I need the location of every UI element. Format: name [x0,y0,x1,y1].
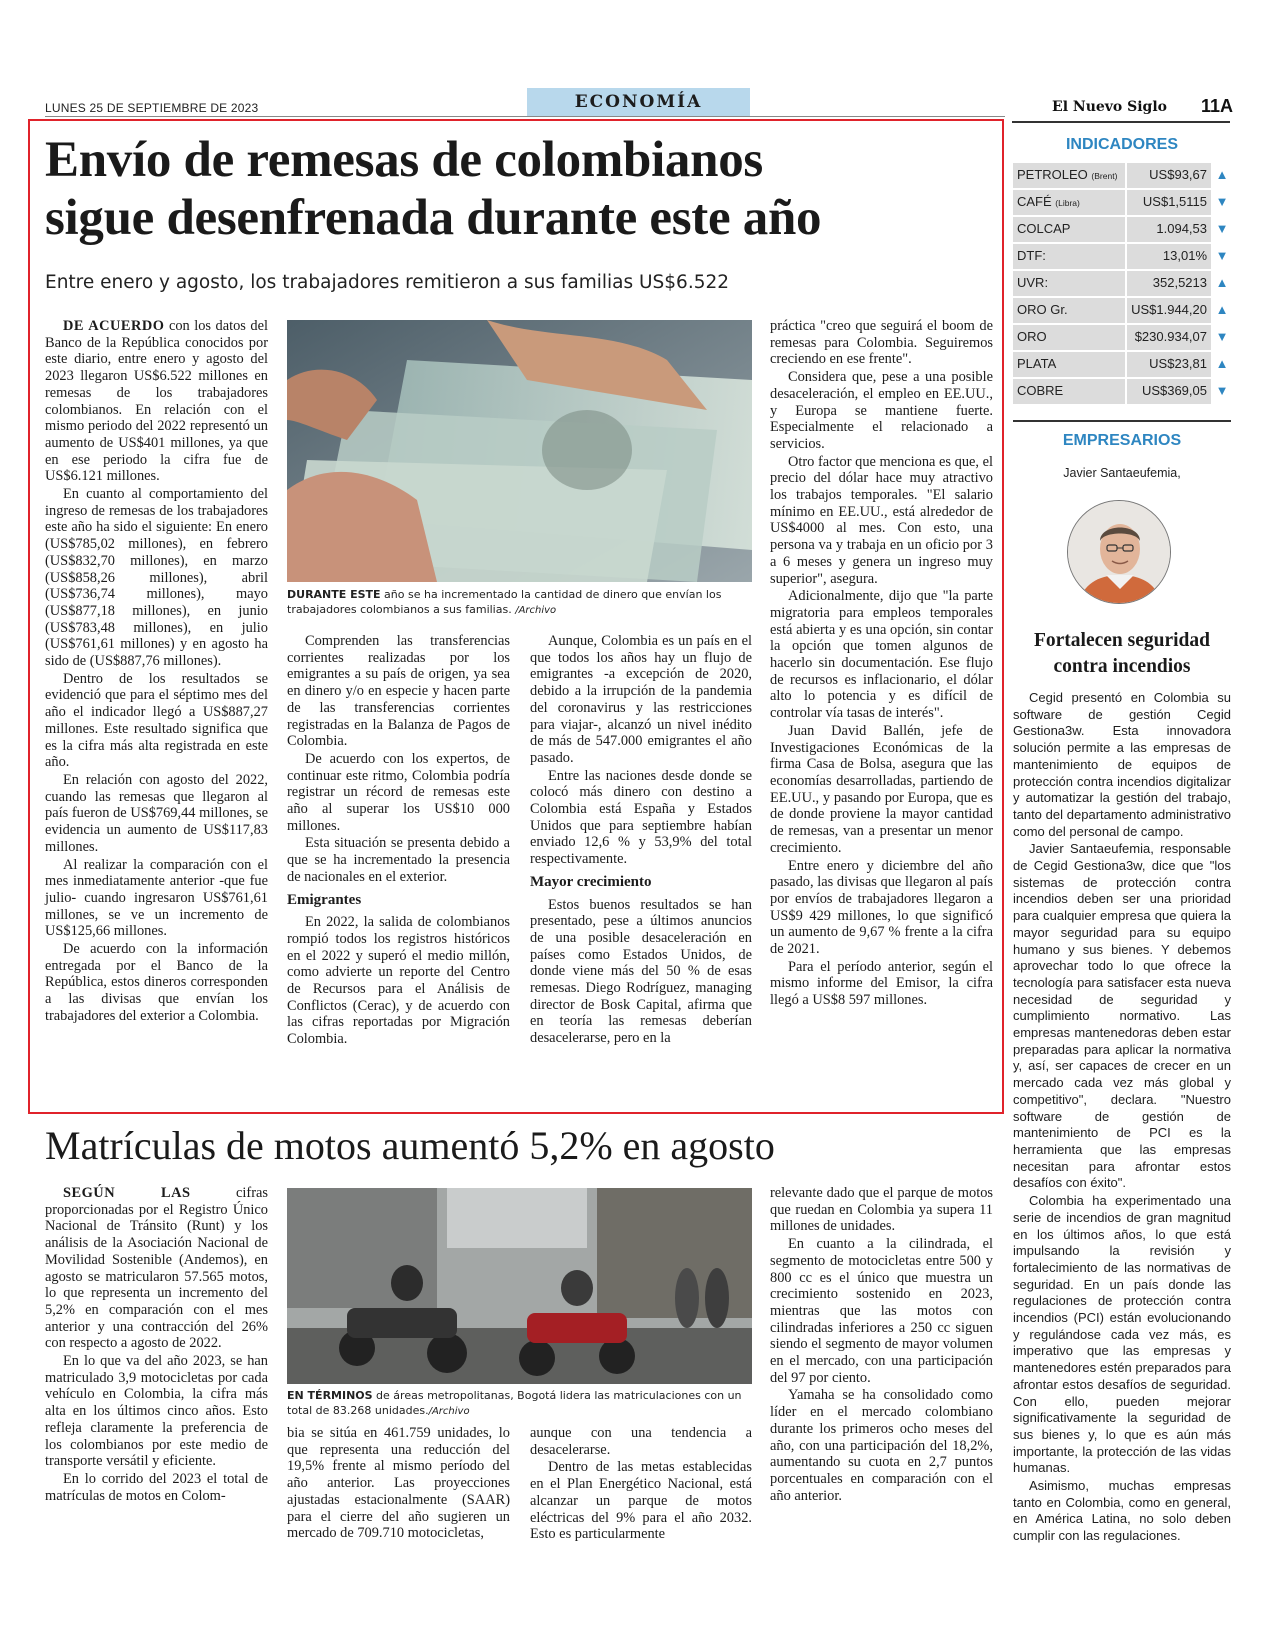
sidebar-rule [1013,420,1231,422]
sidebar-headline: Fortalecen seguridad contra incendios [1033,630,1210,677]
indicator-value: 1.094,53 [1127,217,1211,242]
kicker: DE ACUERDO [63,318,165,334]
indicator-row [1013,325,1231,350]
lead-paragraph: DE ACUERDO con los datos del Banco de la República conocidos por este diario, entre enero y agosto del 2023 llegaron US$6.522 millones en remesas de los trabajadores colombianos. En relación con el mismo periodo del 2022 representó un aumento de US$401 millones, ya que en ese periodo la cifra fue de US$6.121 millones. [45,318,268,485]
header-rule [45,116,1005,117]
indicator-row [1013,244,1231,269]
article-column-3 [530,633,752,1048]
subheading: Mayor crecimiento [530,873,652,890]
lead-paragraph: SEGÚN LAS cifras proporcionadas por el Registro Único Nacional de Tránsito (Runt) y los análisis de la Asociación Nacional de Movilidad Sostenible (Andemos), en agosto se matricularon 57.565 motos, lo que representa un incremento del 5,2% en comparación con el mes anterior y una contracción del 26% con respecto a agosto de 2022. [45,1185,268,1352]
article-column-4 [770,318,993,1010]
indicator-row [1013,217,1231,242]
paragraph: De acuerdo con los expertos, de continuar este ritmo, Colombia podría registrar un récord de remesas este año al superar los US$10 000 millones. [287,750,510,834]
indicator-value: 352,5213 [1127,271,1211,296]
indicator-value: 13,01% [1127,244,1211,269]
sidebar-rule [1012,121,1230,123]
indicator-name: CAFÉ (Libra) [1013,190,1125,215]
indicator-value: US$369,05 [1127,379,1211,404]
arrow-up-icon: ▲ [1215,356,1229,371]
indicators-table [1013,163,1231,406]
indicator-value: US$93,67 [1127,163,1211,188]
article-column-1 [45,318,268,1026]
article-headline [45,131,985,247]
paragraph: aunque con una tendencia a desacelerarse. [530,1425,752,1458]
page-number: 11A [1200,96,1233,116]
paragraph: En lo que va del año 2023, se han matriculado 3,9 motocicletas por cada vehículo en Colombia, la cifra más alta en los últimos cinco años. Esto refleja claramente la preferencia de los colombianos por este medio de transporte versátil y eficiente. [45,1353,268,1470]
paragraph: En relación con agosto del 2022, cuando las remesas que llegaron al país fueron de US$769,44 millones, se evidencia un aumento de US$117,83 millones. [45,771,268,855]
indicator-value: US$23,81 [1127,352,1211,377]
paragraph: Cegid presentó en Colombia su software de gestión Cegid Gestiona3w. Esta innovadora solución permite a las empresas de mantenimiento de equipos de protección contra incendios digitalizar y automatizar la gestión del trabajo, tanto del departamento administrativo como del personal de campo. [1013,690,1231,839]
subheading: Emigrantes [287,891,362,908]
indicator-row [1013,163,1231,188]
paragraph: práctica "creo que seguirá el boom de remesas para Colombia. Seguiremos creciendo en ese frente". [770,318,993,368]
article-2-column-4 [770,1185,993,1505]
person-name: Javier Santaeufemia, [1063,466,1181,480]
article-column-2 [287,633,510,1049]
indicator-row [1013,379,1231,404]
arrow-down-icon: ▼ [1215,329,1229,344]
paragraph: En cuanto al comportamiento del ingreso de remesas de los trabajadores este año ha sido el siguiente: En enero (US$785,02 millones), en febrero (US$832,70 millones), en marzo (US$858,26 millones), abril (US$736,74 millones), mayo (US$877,18 millones), en junio (US$783,48 millones), en julio (US$761,61 millones) y en agosto ha sido de (US$887,76 millones). [45,486,268,670]
edition-date: LUNES 25 DE SEPTIEMBRE DE 2023 [45,101,259,115]
indicator-name: PETROLEO (Brent) [1013,163,1125,188]
section-label: ECONOMÍA [527,88,750,116]
paragraph: Entre enero y diciembre del año pasado, las divisas que llegaron al país por envíos de trabajadores llegaron a US$9 429 millones, lo que significó un aumento de 9,67 % frente a la cifra de 2021. [770,857,993,958]
paragraph: Asimismo, muchas empresas tanto en Colombia, como en general, en América Latina, no solo deben cumplir con las regulaciones. [1013,1478,1231,1544]
motorcycles-street-photo [287,1188,752,1384]
indicator-name: DTF: [1013,244,1125,269]
indicator-row [1013,352,1231,377]
arrow-down-icon: ▼ [1215,383,1229,398]
arrow-down-icon: ▼ [1215,194,1229,209]
photo-caption: EN TÉRMINOS de áreas metropolitanas, Bogotá lidera las matriculaciones con un total de 83.268 unidades./Archivo [287,1389,742,1417]
indicator-name: COBRE [1013,379,1125,404]
paragraph: relevante dado que el parque de motos que ruedan en Colombia ya supera 11 millones de unidades. [770,1185,993,1235]
paragraph: bia se sitúa en 461.759 unidades, lo que representa una reducción del 19,5% frente al mismo período del año anterior. Las proyecciones ajustadas estacionalmente (SAAR) para el cierre del año sugieren un mercado de 709.710 motocicletas, [287,1425,510,1542]
article-2-column-2 [287,1425,510,1543]
photo-caption: DURANTE ESTE año se ha incrementado la cantidad de dinero que envían los trabajadores colombianos a sus familias. /Archivo [287,588,722,616]
arrow-up-icon: ▲ [1215,302,1229,317]
indicator-row [1013,298,1231,323]
paragraph: En 2022, la salida de colombianos rompió todos los registros históricos en el 2022 y superó el medio millón, como advierte un reporte del Centro de Recursos para el Análisis de Conflictos (Cerac), y de acuerdo con las cifras reportadas por Migración Colombia. [287,914,510,1048]
paragraph: Comprenden las transferencias corrientes realizadas por los emigrantes a su país de origen, ya sea en dinero y/o en especie y hacen parte de las transferencias corrientes registradas en la Balanza de Pagos de Colombia. [287,633,510,750]
article-2-headline: Matrículas de motos aumentó 5,2% en agosto [45,1123,775,1168]
paragraph: En cuanto a la cilindrada, el segmento de motocicletas entre 500 y 800 cc es el único que muestra un crecimiento sostenido en 2023, mientras que las motos con cilindradas inferiores a 250 cc siguen siendo el segmento de mayor volumen en el mercado, con una participación del 97 por ciento. [770,1236,993,1386]
indicator-value: US$1.944,20 [1127,298,1211,323]
indicator-name: ORO [1013,325,1125,350]
indicator-name: ORO Gr. [1013,298,1125,323]
arrow-down-icon: ▼ [1215,221,1229,236]
indicator-name: PLATA [1013,352,1125,377]
paragraph: Al realizar la comparación con el mes inmediatamente anterior -que fue julio- cuando ingresaron US$761,61 millones, se ve un incremento de US$125,66 millones. [45,856,268,940]
article-2-column-1 [45,1185,268,1505]
arrow-down-icon: ▼ [1215,248,1229,263]
paragraph: Aunque, Colombia es un país en el que todos los años hay un flujo de emigrantes -a excepción de 2020, debido a la irrupción de la pandemia del coronavirus y las restricciones para viajar-, alcanzó un nivel inédito de más de 547.000 emigrantes el año pasado. [530,633,752,766]
indicator-value: $230.934,07 [1127,325,1211,350]
headline-line-1: Envío de remesas de colombianos [45,132,763,188]
paragraph: Colombia ha experimentado una serie de incendios de gran magnitud en los últimos años, lo que está impulsando la revisión y fortalecimiento de las normativas de seguridad. En un país donde las regulaciones de protección contra incendios (PCI) están evolucionando y regulándose cada vez más, es imperativo que las empresas y mantenedores estén preparados para afrontar estos desafíos de seguridad. Con ello, pueden mejorar significativamente la seguridad de sus bienes y, lo que es aún más importante, la protección de las vidas humanas. [1013,1193,1231,1476]
paragraph: Otro factor que menciona es que, el precio del dólar hace muy atractivo los trabajos temporales. "El salario mínimo en EE.UU., está alrededor de US$4000 al mes. Con esto, una persona va y trabaja en un oficio por 3 a 6 meses y genera un ingreso muy superior", asegura. [770,453,993,587]
newspaper-name: El Nuevo Siglo [1052,99,1167,115]
dollar-bills-photo [287,320,752,582]
article-2-column-3 [530,1425,752,1544]
business-section-title: EMPRESARIOS [1062,432,1182,449]
indicators-title: INDICADORES [1065,136,1178,153]
paragraph: Yamaha se ha consolidado como líder en el mercado colombiano durante los primeros ocho meses del año, con una participación del 18,2%, aumentando su cuota en 2,7 puntos porcentuales en comparación con el año anterior. [770,1387,993,1504]
arrow-up-icon: ▲ [1215,275,1229,290]
paragraph: En lo corrido del 2023 el total de matrículas de motos en Colom- [45,1470,268,1504]
indicator-name: UVR: [1013,271,1125,296]
paragraph: De acuerdo con la información entregada por el Banco de la República, estos dineros corresponden a las divisas que envían los trabajadores del exterior a Colombia. [45,941,268,1024]
headline-line-2: sigue desenfrenada durante este año [45,190,822,246]
indicator-row [1013,271,1231,296]
indicator-value: US$1,5115 [1127,190,1211,215]
sidebar-body [1013,690,1231,1546]
paragraph: Estos buenos resultados se han presentado, pese a últimos anuncios de una posible desaceleración en países como Estados Unidos, de donde viene más del 50 % de esas remesas. Diego Rodríguez, managing director de Bosk Capital, afirma que en teoría las remesas deberían desacelerarse, pero en la [530,896,752,1047]
paragraph: Entre las naciones desde donde se colocó más dinero con destino a Colombia está España y Estados Unidos que para septiembre habían enviado 12,6 % y 53,9% del total respectivamente. [530,767,752,868]
paragraph: Esta situación se presenta debido a que se ha incrementado la presencia de nacionales en el exterior. [287,835,510,885]
paragraph: Adicionalmente, dijo que "la parte migratoria para empleos temporales está abierta y es una opción, sin contar la opción que tomen algunos de hacerlo sin documentación. Ese flujo de recursos es inflacionario, el dólar alto lo potencia y es difícil de controlar vía tasas de interés". [770,588,993,722]
paragraph: Considera que, pese a una posible desaceleración, el empleo en EE.UU., y Europa se mantiene fuerte. Especialmente el relacionado a servicios. [770,369,993,452]
kicker: SEGÚN LAS [63,1185,191,1201]
paragraph: Juan David Ballén, jefe de Investigaciones Económicas de la firma Casa de Bolsa, asegura que las economías desarrolladas, partiendo de EE.UU., y pasando por Europa, que es de donde proviene la mayor cantidad de remesas, van a presentar un menor crecimiento. [770,722,993,856]
paragraph: Dentro de los resultados se evidenció que para el séptimo mes del año el indicador llegó a US$887,27 millones. Este resultado significa que es la cifra más alta registrada en este año. [45,670,268,771]
paragraph: Dentro de las metas establecidas en el Plan Energético Nacional, está alcanzar un parque de motos eléctricas del 9% para el año 2032. Esto es particularmente [530,1459,752,1543]
paragraph: Para el período anterior, según el mismo informe del Emisor, la cifra llegó a US$8 597 millones. [770,958,993,1009]
article-subtitle: Entre enero y agosto, los trabajadores remitieron a sus familias US$6.522 [45,272,730,293]
indicator-row [1013,190,1231,215]
arrow-up-icon: ▲ [1215,167,1229,182]
paragraph: Javier Santaeufemia, responsable de Cegid Gestiona3w, dice que "los sistemas de protección contra incendios deben ser una prioridad para cualquier empresa que quiera la mayor seguridad para su equipo humano y sus bienes. Y debemos aprovechar todo lo que ofrece la tecnología para satisfacer esta nueva necesidad de seguridad y cumplimiento normativo. Las empresas mantenedoras deben estar preparadas para aplicar la normativa y, así, ser capaces de crecer en un mercado cada vez más global y competitivo", declara. "Nuestro software de gestión de mantenimiento de PCI es la herramienta que las empresas necesitan para afrontar estos desafíos con éxito". [1013,841,1231,1191]
avatar [1067,500,1171,604]
indicator-name: COLCAP [1013,217,1125,242]
